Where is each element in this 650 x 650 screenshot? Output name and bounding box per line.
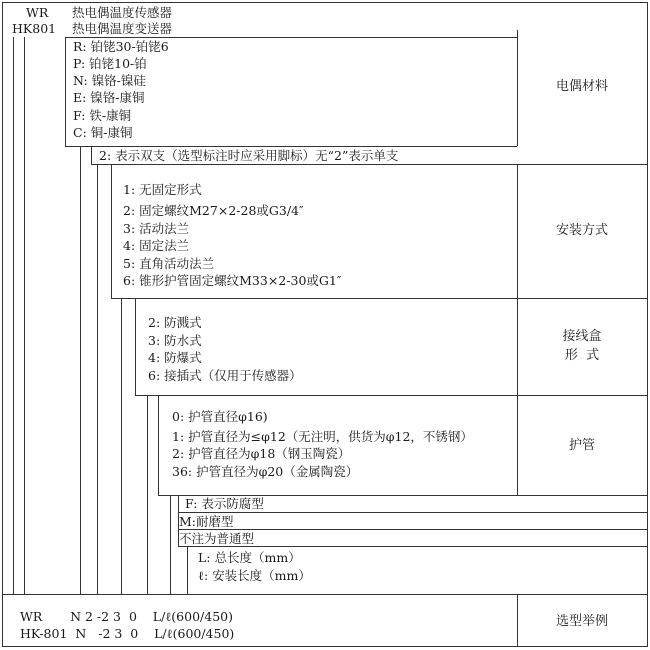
thermocouple-item: C: 铜-康铜 — [73, 125, 133, 140]
sheath-item: 0: 护管直径φ16) — [172, 409, 268, 424]
double-note: 2: 表示双支（选型标注时应采用脚标）无“2”表示单支 — [99, 148, 399, 163]
mounting-item: 2: 固定螺纹M27×2-28或G3/4″ — [123, 203, 304, 218]
sheath-item: 1: 护管直径为≤φ12（无注明，供货为φ12，不锈钢） — [172, 429, 473, 444]
category-junction-box-line1: 接线盒 — [562, 329, 602, 344]
category-example: 选型举例 — [555, 614, 608, 629]
mounting-item: 3: 活动法兰 — [123, 221, 190, 236]
mounting-item: 4: 固定法兰 — [123, 238, 190, 253]
junction-box-item: 6: 接插式（仅用于传感器） — [148, 368, 302, 383]
junction-box-item: 4: 防爆式 — [148, 350, 202, 365]
hk-name: 热电偶温度变送器 — [72, 21, 173, 36]
mounting-item: 1: 无固定形式 — [123, 182, 202, 197]
hk-code: HK801 — [12, 21, 57, 36]
thermocouple-item: R: 铂铑30-铂铑6 — [73, 39, 169, 54]
type-item: 不注为普通型 — [179, 531, 255, 546]
thermocouple-item: E: 镍铬-康铜 — [73, 90, 145, 105]
category-thermocouple: 电偶材料 — [555, 79, 608, 94]
example-line-hk: HK-801 N -2 3 0 L/ℓ(600/450) — [20, 626, 235, 641]
thermocouple-item: F: 铁-康铜 — [73, 108, 132, 123]
wr-code: WR — [26, 5, 49, 20]
mounting-item: 6: 锥形护管固定螺纹M33×2-30或G1″ — [123, 273, 342, 288]
junction-box-item: 2: 防溅式 — [148, 315, 202, 330]
wr-name: 热电偶温度传感器 — [72, 5, 173, 20]
category-sheath: 护管 — [568, 438, 595, 453]
thermocouple-item: P: 铂铑10-铂 — [73, 56, 147, 71]
thermocouple-item: N: 镍铬-镍硅 — [73, 73, 146, 88]
mounting-item: 5: 直角活动法兰 — [123, 256, 215, 271]
length-item: L: 总长度（mm） — [198, 550, 301, 565]
type-item: M:耐磨型 — [179, 514, 234, 529]
type-item: F: 表示防腐型 — [185, 496, 264, 511]
category-mounting: 安装方式 — [555, 223, 608, 238]
sheath-item: 36: 护管直径为φ20（金属陶瓷） — [172, 464, 359, 479]
sheath-item: 2: 护管直径为φ18（钢玉陶瓷） — [172, 446, 351, 461]
length-item: ℓ: 安装长度（mm） — [198, 568, 311, 583]
junction-box-item: 3: 防水式 — [148, 333, 202, 348]
category-junction-box-line2: 形 式 — [564, 348, 600, 363]
example-line-wr: WR N 2 -2 3 0 L/ℓ(600/450) — [20, 609, 233, 624]
